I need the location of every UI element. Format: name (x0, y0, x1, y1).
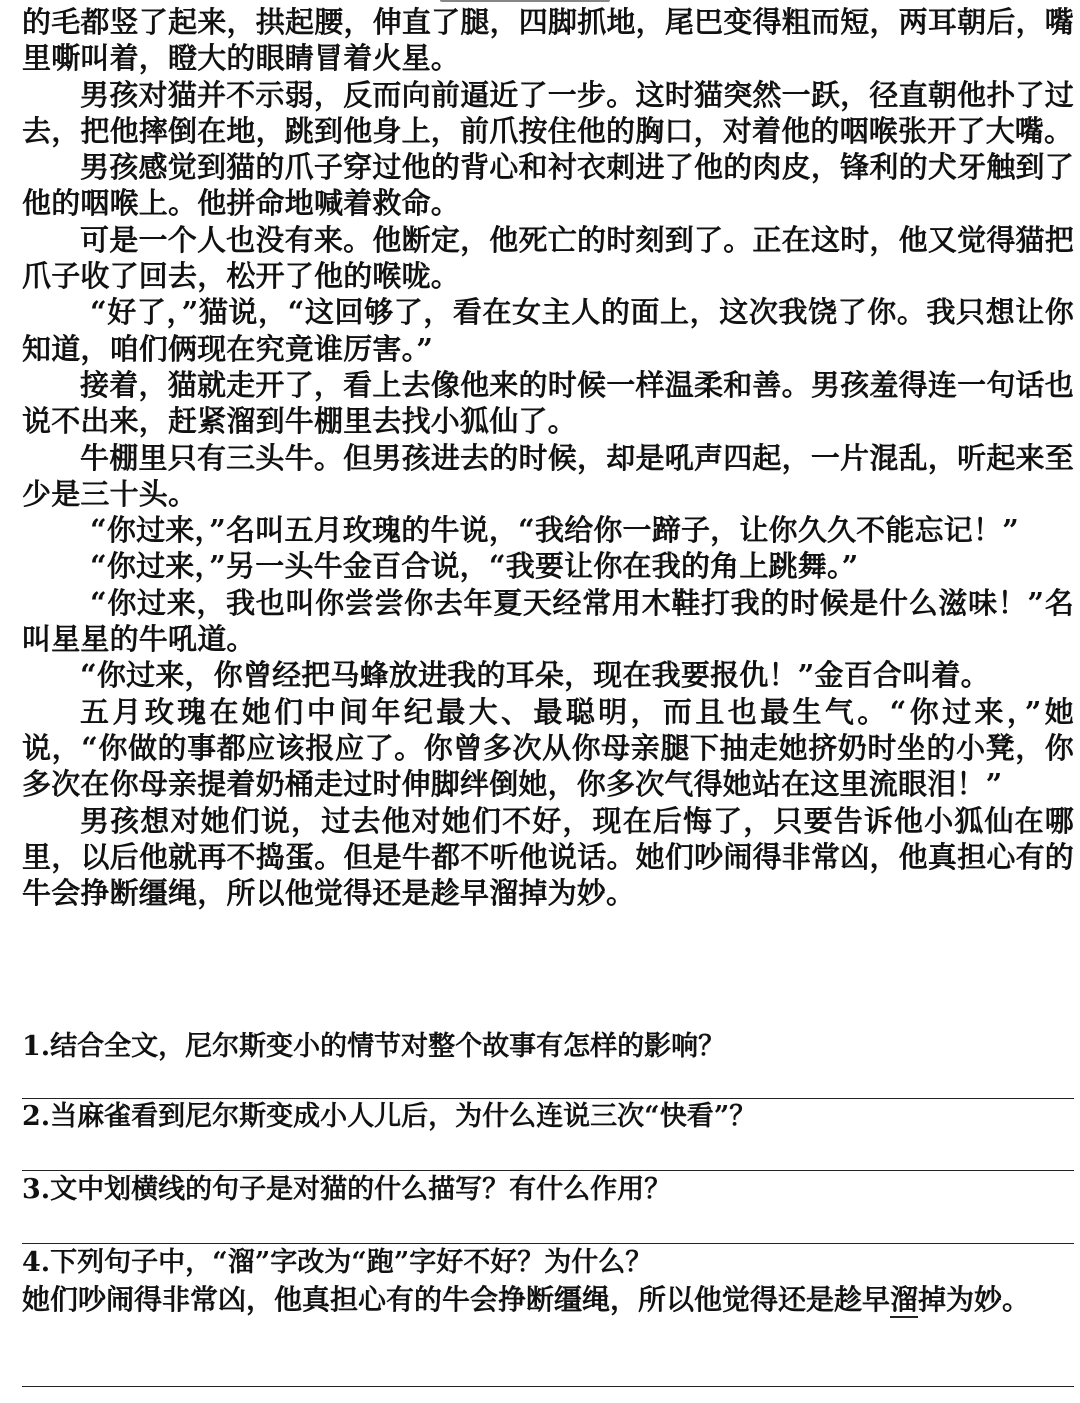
passage-paragraph-2: 男孩对猫并不示弱，反而向前逼近了一步。这时猫突然一跃，径直朝他扑了过去，把他摔倒在地，跳到他身上，前爪按住他的胸口，对着他的咽喉张开了大嘴。 (22, 77, 1074, 148)
passage-paragraph-10: “你过来，我也叫你尝尝你去年夏天经常用木鞋打我的时候是什么滋味！”名叫星星的牛吼道。 (22, 585, 1074, 657)
cropped-header-fragment (440, 0, 610, 2)
reading-passage (22, 4, 1074, 911)
passage-paragraph-9: “你过来，”另一头牛金百合说，“我要让你在我的角上跳舞。” (90, 549, 859, 584)
passage-paragraph-5: “好了，”猫说，“这回够了，看在女主人的面上，这次我饶了你。我只想让你知道，咱们俩现在究竟谁厉害。” (22, 295, 1074, 366)
q4-sentence-after: 掉为妙。 (918, 1283, 1031, 1316)
answer-line-4[interactable] (22, 1386, 1074, 1387)
answer-line-3[interactable] (22, 1243, 1074, 1244)
answer-line-1[interactable] (22, 1098, 1074, 1099)
question-1: 1.结合全文，尼尔斯变小的情节对整个故事有怎样的影响？ (22, 1031, 726, 1062)
passage-paragraph-6: 接着，猫就走开了，看上去像他来的时候一样温柔和善。男孩羞得连一句话也说不出来，赶紧溜到牛棚里去找小狐仙了。 (22, 367, 1074, 439)
passage-paragraph-13: 男孩想对她们说，过去他对她们不好，现在后悔了，只要告诉他小狐仙在哪里，以后他就再不捣蛋。但是牛都不听他说话。她们吵闹得非常凶，他真担心有的牛会挣断缰绳，所以他觉得还是趁早溜掉为妙。 (22, 803, 1074, 911)
passage-paragraph-1: 的毛都竖了起来，拱起腰，伸直了腿，四脚抓地，尾巴变得粗而短，两耳朝后，嘴里嘶叫着，瞪大的眼睛冒着火星。 (22, 5, 1074, 76)
q4-sentence-underlined-char: 溜 (890, 1283, 919, 1316)
question-2: 2.当麻雀看到尼尔斯变成小人儿后，为什么连说三次“快看”？ (22, 1101, 757, 1132)
passage-paragraph-11: “你过来，你曾经把马蜂放进我的耳朵，现在我要报仇！”金百合叫着。 (80, 658, 990, 693)
passage-paragraph-3: 男孩感觉到猫的爪子穿过他的背心和衬衣刺进了他的肉皮，锋利的犬牙触到了他的咽喉上。他拼命地喊着救命。 (22, 150, 1074, 221)
answer-line-2[interactable] (22, 1170, 1074, 1171)
passage-paragraph-8: “你过来，”名叫五月玫瑰的牛说，“我给你一蹄子，让你久久不能忘记！” (90, 513, 1020, 548)
passage-paragraph-7: 牛棚里只有三头牛。但男孩进去的时候，却是吼声四起，一片混乱，听起来至少是三十头。 (22, 440, 1074, 511)
question-3: 3.文中划横线的句子是对猫的什么描写？有什么作用？ (22, 1174, 672, 1205)
passage-paragraph-12: 五月玫瑰在她们中间年纪最大、最聪明，而且也最生气。“你过来，”她说，“你做的事都应该报应了。你曾多次从你母亲腿下抽走她挤奶时坐的小凳，你多次在你母亲提着奶桶走过时伸脚绊倒她，你多次气得她站在这里流眼泪！” (22, 694, 1074, 802)
passage-paragraph-4: 可是一个人也没有来。他断定，他死亡的时刻到了。正在这时，他又觉得猫把爪子收了回去，松开了他的喉咙。 (22, 222, 1074, 294)
q4-sentence-before: 她们吵闹得非常凶，他真担心有的牛会挣断缰绳，所以他觉得还是趁早 (22, 1283, 891, 1316)
question-4: 4.下列句子中，“溜”字改为“跑”字好不好？为什么？ (22, 1247, 653, 1278)
question-4-sentence (22, 1282, 1074, 1318)
